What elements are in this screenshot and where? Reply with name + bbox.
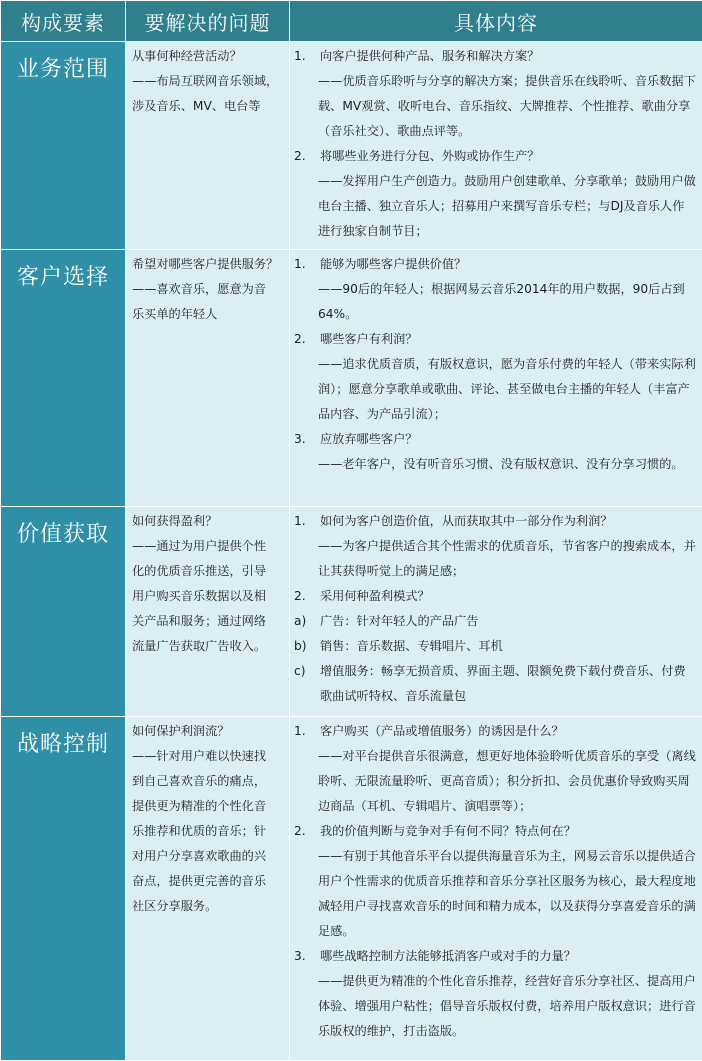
content-item bbox=[292, 819, 696, 844]
content-item bbox=[292, 144, 696, 169]
header-row bbox=[1, 1, 702, 42]
content-item bbox=[292, 44, 696, 69]
question-line: 提供更为精准的个性化音 bbox=[132, 794, 285, 819]
item-title: 采用何种盈利模式？ bbox=[320, 584, 696, 609]
element-cell: 战略控制 bbox=[1, 717, 126, 1061]
content-item bbox=[292, 659, 696, 709]
question-line: 对用户分享喜欢歌曲的兴 bbox=[132, 844, 285, 869]
content-item bbox=[292, 609, 696, 634]
question-line: 流量广告获取广告收入。 bbox=[132, 634, 285, 659]
item-body: ——90后的年轻人；根据网易云音乐2014年的用户数据，90后占到64%。 bbox=[292, 277, 696, 327]
question-line: 如何获得盈利？ bbox=[132, 509, 285, 534]
item-title: 销售：音乐数据、专辑唱片、耳机 bbox=[320, 634, 696, 659]
item-number: 1. bbox=[292, 719, 320, 744]
content-item bbox=[292, 427, 696, 452]
header-question: 要解决的问题 bbox=[126, 1, 290, 42]
question-cell bbox=[126, 42, 290, 250]
item-body: ——老年客户，没有听音乐习惯、没有版权意识、没有分享习惯的。 bbox=[292, 452, 696, 477]
table-row bbox=[1, 42, 702, 250]
question-line: 如何保护利润流？ bbox=[132, 719, 285, 744]
item-title: 客户购买（产品或增值服务）的诱因是什么？ bbox=[320, 719, 696, 744]
content-item bbox=[292, 944, 696, 969]
item-body: ——发挥用户生产创造力。鼓励用户创建歌单、分享歌单；鼓励用户做电台主播、独立音乐人；招募用户来撰写音乐专栏；与DJ及音乐人作进行独家自制节目； bbox=[292, 169, 696, 244]
item-number: 3. bbox=[292, 944, 320, 969]
item-number: 1. bbox=[292, 252, 320, 277]
content-item bbox=[292, 509, 696, 534]
element-cell: 客户选择 bbox=[1, 250, 126, 507]
question-line: 乐推荐和优质的音乐；针 bbox=[132, 819, 285, 844]
content-cell bbox=[290, 250, 702, 507]
item-title: 如何为客户创造价值，从而获取其中一部分作为利润？ bbox=[320, 509, 696, 534]
item-title: 广告：针对年轻人的产品广告 bbox=[320, 609, 696, 634]
item-number: b) bbox=[292, 634, 320, 659]
item-number: 2. bbox=[292, 819, 320, 844]
question-line: 关产品和服务；通过网络 bbox=[132, 609, 285, 634]
item-number: 1. bbox=[292, 509, 320, 534]
question-line: 乐买单的年轻人 bbox=[132, 302, 285, 327]
item-number: c) bbox=[292, 659, 320, 709]
question-line: 从事何种经营活动？ bbox=[132, 44, 285, 69]
content-cell bbox=[290, 42, 702, 250]
item-number: 2. bbox=[292, 327, 320, 352]
item-title: 能够为哪些客户提供价值？ bbox=[320, 252, 696, 277]
item-number: a) bbox=[292, 609, 320, 634]
item-title: 将哪些业务进行分包、外购或协作生产？ bbox=[320, 144, 696, 169]
item-body: ——对平台提供音乐很满意，想更好地体验聆听优质音乐的享受（离线聆听、无限流量聆听、更高音质）；积分折扣、会员优惠价导致购买周边商品（耳机、专辑唱片、演唱票等）； bbox=[292, 744, 696, 819]
content-cell bbox=[290, 507, 702, 717]
question-line: 奋点，提供更完善的音乐 bbox=[132, 869, 285, 894]
content-item bbox=[292, 719, 696, 744]
header-element: 构成要素 bbox=[1, 1, 126, 42]
question-line: 化的优质音乐推送，引导 bbox=[132, 559, 285, 584]
question-line: 用户购买音乐数据以及相 bbox=[132, 584, 285, 609]
question-line: 社区分享服务。 bbox=[132, 894, 285, 919]
item-body: ——为客户提供适合其个性需求的优质音乐，节省客户的搜索成本，并让其获得听觉上的满足感； bbox=[292, 534, 696, 584]
item-body: ——追求优质音质，有版权意识，愿为音乐付费的年轻人（带来实际利润）；愿意分享歌单或歌曲、评论、甚至做电台主播的年轻人（丰富产品内容、为产品引流）； bbox=[292, 352, 696, 427]
content-item bbox=[292, 252, 696, 277]
table-row bbox=[1, 250, 702, 507]
item-title: 向客户提供何种产品、服务和解决方案？ bbox=[320, 44, 696, 69]
item-body: ——提供更为精准的个性化音乐推荐，经营好音乐分享社区、提高用户体验、增强用户粘性；倡导音乐版权付费，培养用户版权意识；进行音乐版权的维护，打击盗版。 bbox=[292, 969, 696, 1044]
item-number: 3. bbox=[292, 427, 320, 452]
table-row bbox=[1, 717, 702, 1061]
content-cell bbox=[290, 717, 702, 1061]
question-line: ——通过为用户提供个性 bbox=[132, 534, 285, 559]
element-cell: 价值获取 bbox=[1, 507, 126, 717]
item-body: ——有别于其他音乐平台以提供海量音乐为主，网易云音乐以提供适合用户个性需求的优质音乐推荐和音乐分享社区服务为核心，最大程度地减轻用户寻找喜欢音乐的时间和精力成本，以及获得分享喜爱音乐的满足感。 bbox=[292, 844, 696, 944]
item-title: 应放弃哪些客户？ bbox=[320, 427, 696, 452]
question-line: ——针对用户难以快速找 bbox=[132, 744, 285, 769]
question-cell bbox=[126, 250, 290, 507]
item-number: 2. bbox=[292, 584, 320, 609]
item-title: 增值服务：畅享无损音质、界面主题、限额免费下载付费音乐、付费歌曲试听特权、音乐流量包 bbox=[320, 659, 696, 709]
item-number: 1. bbox=[292, 44, 320, 69]
item-title: 哪些战略控制方法能够抵消客户或对手的力量？ bbox=[320, 944, 696, 969]
question-line: 到自己喜欢音乐的痛点， bbox=[132, 769, 285, 794]
question-line: 涉及音乐、MV、电台等 bbox=[132, 94, 285, 119]
question-line: ——布局互联网音乐领域， bbox=[132, 69, 285, 94]
question-line: 希望对哪些客户提供服务？ bbox=[132, 252, 285, 277]
header-content: 具体内容 bbox=[290, 1, 702, 42]
item-number: 2. bbox=[292, 144, 320, 169]
item-body: ——优质音乐聆听与分享的解决方案；提供音乐在线聆听、音乐数据下载、MV观赏、收听电台、音乐指纹、大牌推荐、个性推荐、歌曲分享（音乐社交）、歌曲点评等。 bbox=[292, 69, 696, 144]
element-cell: 业务范围 bbox=[1, 42, 126, 250]
question-cell bbox=[126, 507, 290, 717]
question-cell bbox=[126, 717, 290, 1061]
item-title: 我的价值判断与竞争对手有何不同？特点何在？ bbox=[320, 819, 696, 844]
table-row bbox=[1, 507, 702, 717]
item-title: 哪些客户有利润？ bbox=[320, 327, 696, 352]
content-item bbox=[292, 584, 696, 609]
content-item bbox=[292, 327, 696, 352]
content-item bbox=[292, 634, 696, 659]
question-line: ——喜欢音乐，愿意为音 bbox=[132, 277, 285, 302]
